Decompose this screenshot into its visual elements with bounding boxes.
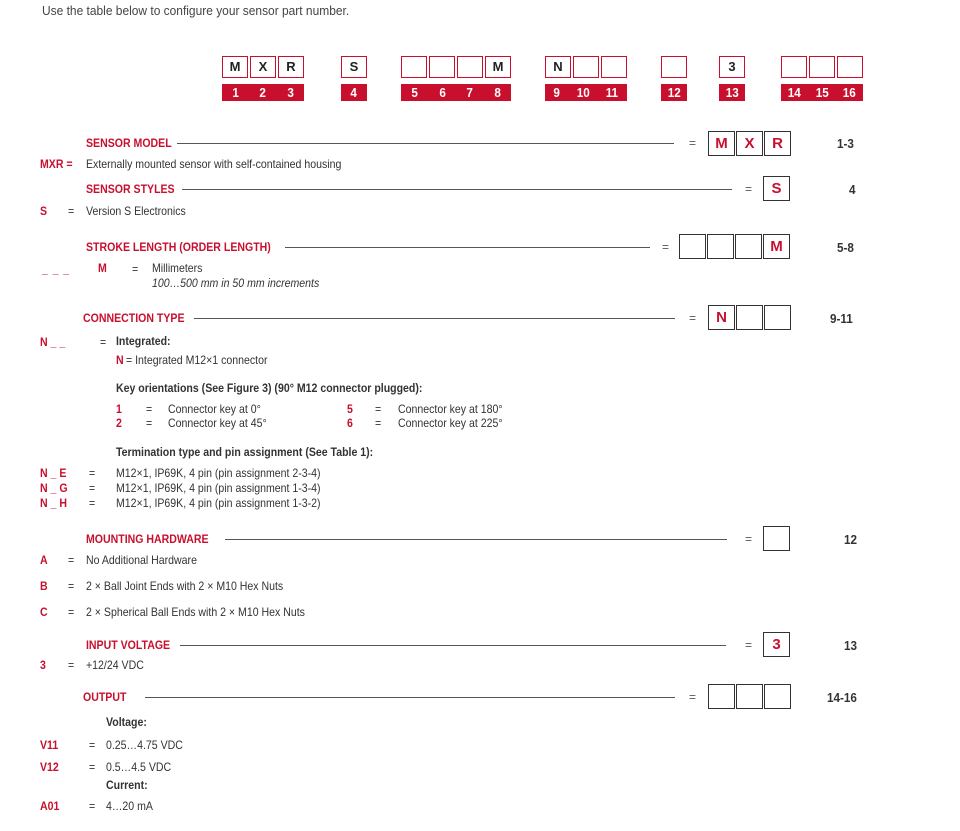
config-group-2 [341, 84, 367, 101]
config-pos-15: 15 [815, 85, 829, 100]
config-box-3: R [278, 56, 304, 78]
connection-key-title: Key orientations (See Figure 3) (90° M12 connector plugged): [116, 381, 423, 395]
sensor-model-box-3: R [764, 131, 791, 156]
config-box-11 [601, 56, 627, 78]
key-eq-5: = [375, 402, 382, 416]
connection-title: CONNECTION TYPE [83, 311, 185, 325]
connection-term-title: Termination type and pin assignment (See Table 1): [116, 445, 374, 459]
output-box-1 [708, 684, 735, 709]
voltage-rule [180, 645, 726, 646]
sensor-model-eq: = [689, 136, 697, 150]
connection-integrated-label: Integrated: [116, 334, 171, 348]
config-pos-7: 7 [466, 85, 473, 100]
sensor-styles-box-1: S [763, 176, 790, 201]
key-desc-6: Connector key at 225° [398, 416, 503, 430]
mounting-code-b: B [40, 579, 48, 593]
config-box-12 [661, 56, 687, 78]
config-pos-13: 13 [725, 85, 739, 100]
stroke-code-blanks: _ _ _ [42, 262, 70, 276]
key-num-5: 5 [347, 402, 353, 416]
config-group-6 [719, 84, 745, 101]
connection-box-1: N [708, 305, 735, 330]
key-eq-1: = [146, 402, 153, 416]
config-group-3 [401, 84, 511, 101]
config-group-7 [781, 84, 863, 101]
sensor-styles-eq2: = [68, 204, 75, 218]
connection-box-3 [764, 305, 791, 330]
config-pos-14: 14 [788, 85, 802, 100]
output-eq-a01: = [89, 799, 96, 813]
connection-eq: = [689, 311, 697, 325]
mounting-eq-b: = [68, 579, 75, 593]
term-desc-g: M12×1, IP69K, 4 pin (pin assignment 1-3-4) [116, 481, 321, 495]
voltage-desc: +12/24 VDC [86, 658, 144, 672]
config-pos-1: 1 [232, 85, 239, 100]
connection-position: 9-11 [830, 311, 853, 326]
voltage-eq2: = [68, 658, 75, 672]
sensor-model-title: SENSOR MODEL [86, 136, 172, 150]
output-code-a01: A01 [40, 799, 60, 813]
sensor-model-desc: Externally mounted sensor with self-contained housing [86, 157, 342, 171]
config-pos-3: 3 [287, 85, 294, 100]
config-box-8: M [485, 56, 511, 78]
config-group-4 [545, 84, 627, 101]
output-desc-v12: 0.5…4.5 VDC [106, 760, 172, 774]
output-title: OUTPUT [83, 690, 127, 704]
connection-box-2 [736, 305, 763, 330]
output-position: 14-16 [827, 690, 857, 705]
config-pos-16: 16 [842, 85, 856, 100]
sensor-model-rule [177, 143, 674, 144]
config-box-13: 3 [719, 56, 745, 78]
mounting-eq-a: = [68, 553, 75, 567]
config-pos-8: 8 [493, 85, 501, 100]
output-voltage-label: Voltage: [106, 715, 147, 729]
output-desc-v11: 0.25…4.75 VDC [106, 738, 183, 752]
term-code-g: N _ G [40, 481, 68, 495]
config-pos-6: 6 [438, 85, 446, 100]
config-box-1: M [222, 56, 248, 78]
mounting-desc-a: No Additional Hardware [86, 553, 197, 567]
config-box-6 [429, 56, 455, 78]
config-box-9: N [545, 56, 571, 78]
key-num-2: 2 [116, 416, 122, 430]
output-current-label: Current: [106, 778, 148, 792]
intro-text: Use the table below to configure your sensor part number. [42, 3, 350, 18]
config-pos-9: 9 [553, 85, 560, 100]
sensor-styles-code: S [40, 204, 48, 218]
output-box-3 [764, 684, 791, 709]
config-box-2: X [250, 56, 276, 78]
output-code-v12: V12 [40, 760, 59, 774]
config-box-4: S [341, 56, 367, 78]
sensor-styles-rule [182, 189, 732, 190]
term-desc-e: M12×1, IP69K, 4 pin (pin assignment 2-3-4) [116, 466, 321, 480]
sensor-model-code: MXR = [40, 157, 73, 171]
stroke-position: 5-8 [837, 240, 854, 255]
key-desc-5: Connector key at 180° [398, 402, 503, 416]
sensor-model-box-1: M [708, 131, 735, 156]
key-num-1: 1 [116, 402, 122, 416]
term-eq-e: = [89, 466, 96, 480]
config-box-14 [781, 56, 807, 78]
sensor-styles-title: SENSOR STYLES [86, 182, 175, 196]
voltage-eq: = [745, 638, 753, 652]
output-eq-v11: = [89, 738, 96, 752]
mounting-desc-c: 2 × Spherical Ball Ends with 2 × M10 Hex Nuts [86, 605, 305, 619]
config-pos-10: 10 [576, 85, 590, 100]
connection-integrated-desc: = Integrated M12×1 connector [126, 353, 268, 367]
term-desc-h: M12×1, IP69K, 4 pin (pin assignment 1-3-2) [116, 496, 321, 510]
sensor-styles-eq: = [745, 182, 753, 196]
stroke-range: 100…500 mm in 50 mm increments [152, 276, 320, 290]
stroke-box-3 [735, 234, 762, 259]
config-box-7 [457, 56, 483, 78]
mounting-code-a: A [40, 553, 48, 567]
connection-rule [194, 318, 675, 319]
key-eq-6: = [375, 416, 382, 430]
config-pos-4: 4 [350, 85, 358, 100]
mounting-rule [225, 539, 727, 540]
sensor-model-position: 1-3 [837, 136, 854, 151]
config-box-16 [837, 56, 863, 78]
config-pos-2: 2 [259, 85, 267, 100]
key-desc-2: Connector key at 45° [168, 416, 267, 430]
stroke-code-m: M [98, 261, 107, 275]
connection-code: N _ _ [40, 335, 66, 349]
voltage-box-1: 3 [763, 632, 790, 657]
config-pos-12: 12 [667, 85, 681, 100]
config-pos-11: 11 [606, 85, 619, 100]
mounting-eq-c: = [68, 605, 75, 619]
stroke-rule [285, 247, 650, 248]
stroke-title: STROKE LENGTH (ORDER LENGTH) [86, 240, 271, 254]
voltage-position: 13 [844, 638, 858, 653]
stroke-eq: = [662, 240, 670, 254]
sensor-model-box-2: X [736, 131, 763, 156]
sensor-styles-position: 4 [849, 182, 856, 197]
mounting-box-1 [763, 526, 790, 551]
mounting-position: 12 [844, 532, 858, 547]
term-code-h: N _ H [40, 496, 68, 510]
config-pos-5: 5 [411, 85, 418, 100]
connection-integrated-code: N [116, 353, 124, 367]
stroke-box-2 [707, 234, 734, 259]
connection-eq2: = [100, 335, 107, 349]
output-eq-v12: = [89, 760, 96, 774]
output-box-2 [736, 684, 763, 709]
term-eq-g: = [89, 481, 96, 495]
mounting-desc-b: 2 × Ball Joint Ends with 2 × M10 Hex Nuts [86, 579, 284, 593]
output-rule [145, 697, 675, 698]
voltage-code: 3 [40, 658, 46, 672]
key-num-6: 6 [347, 416, 353, 430]
config-group-1 [222, 84, 304, 101]
stroke-box-1 [679, 234, 706, 259]
voltage-title: INPUT VOLTAGE [86, 638, 171, 652]
term-code-e: N _ E [40, 466, 67, 480]
sensor-styles-desc: Version S Electronics [86, 204, 186, 218]
mounting-eq: = [745, 532, 753, 546]
config-box-15 [809, 56, 835, 78]
config-box-5 [401, 56, 427, 78]
output-desc-a01: 4…20 mA [106, 799, 153, 813]
output-eq: = [689, 690, 697, 704]
config-box-10 [573, 56, 599, 78]
key-desc-1: Connector key at 0° [168, 402, 261, 416]
output-code-v11: V11 [40, 738, 59, 752]
stroke-box-4: M [763, 234, 790, 259]
term-eq-h: = [89, 496, 96, 510]
mounting-code-c: C [40, 605, 48, 619]
stroke-desc: Millimeters [152, 261, 203, 275]
mounting-title: MOUNTING HARDWARE [86, 532, 209, 546]
config-group-5 [661, 84, 687, 101]
stroke-eq2: = [132, 262, 139, 276]
key-eq-2: = [146, 416, 153, 430]
